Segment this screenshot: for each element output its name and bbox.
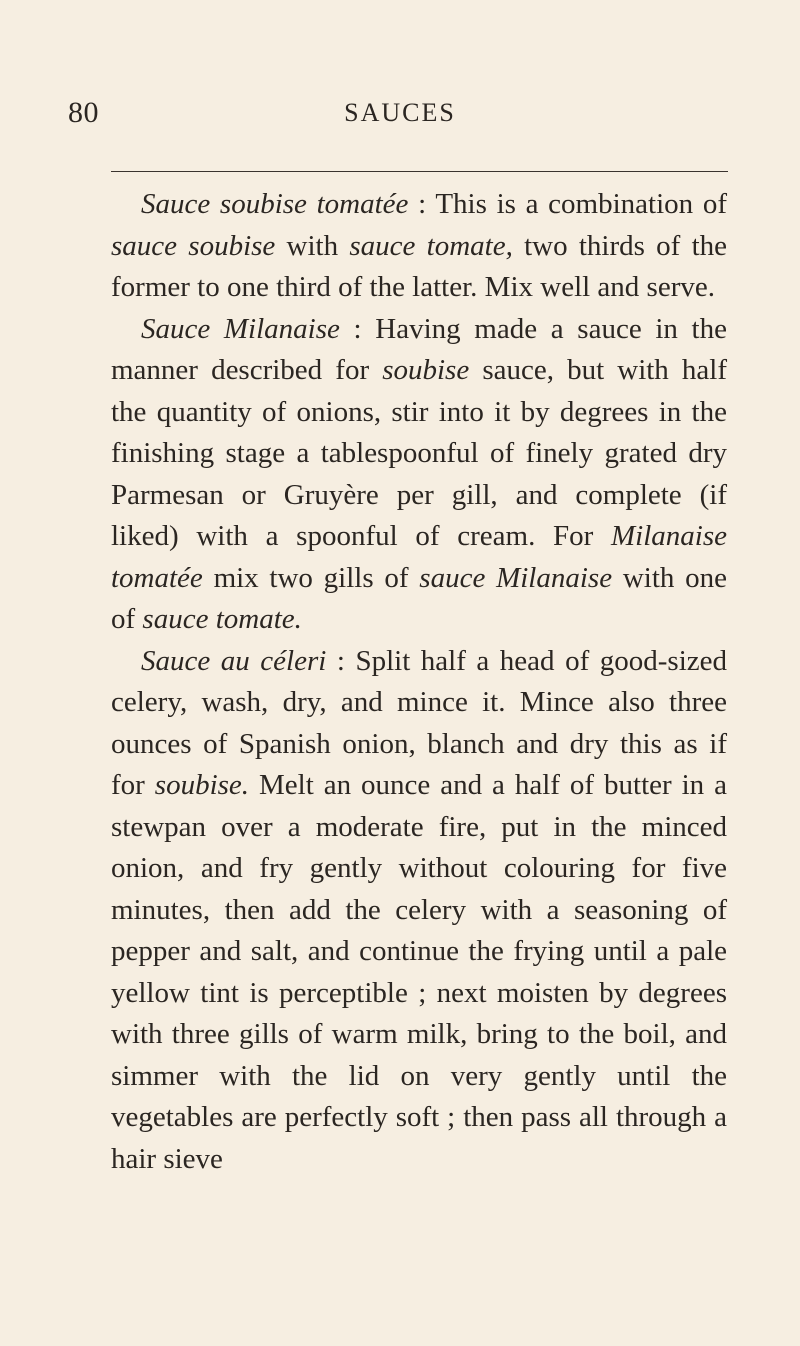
paragraph-sauce-soubise-tomatee: Sauce soubise tomatée : This is a combination of sauce soubise with sauce tomate, two thirds of the former to one third of the latter. Mix well and serve.	[111, 188, 728, 303]
page-number: 80	[68, 96, 99, 129]
running-title: SAUCES	[344, 98, 456, 127]
page-header	[68, 96, 732, 138]
paragraph-sauce-au-celeri: Sauce au céleri : Split half a head of good-sized celery, wash, dry, and mince it. Mince also three ounces of Spanish onion, blanch and dry this as if for soubise. Melt an ounce and a half of butter in a stewpan over a moderate fire, put in the minced onion, and fry gently without colouring for five minutes, then add the celery with a seasoning of pepper and salt, and continue the frying until a pale yellow tint is perceptible ; next moisten by degrees with three gills of warm milk, bring to the boil, and simmer with the lid on very gently until the vegetables are perfectly soft ; then pass all through a hair sieve	[111, 644, 728, 1175]
header-rule	[111, 171, 728, 172]
recipe-title: Sauce soubise tomatée	[141, 188, 409, 220]
paragraph-sauce-milanaise: Sauce Milanaise : Having made a sauce in the manner described for soubise sauce, but with half the quantity of onions, stir into it by degrees in the finishing stage a tablespoonful of finely grated dry Parmesan or Gruyère per gill, and complete (if liked) with a spoonful of cream. For Milanaise tomatée mix two gills of sauce Milanaise with one of sauce tomate.	[111, 312, 727, 635]
recipe-title: Sauce au céleri	[141, 644, 327, 677]
body-text	[111, 184, 727, 1180]
recipe-title: Sauce Milanaise	[141, 312, 340, 345]
